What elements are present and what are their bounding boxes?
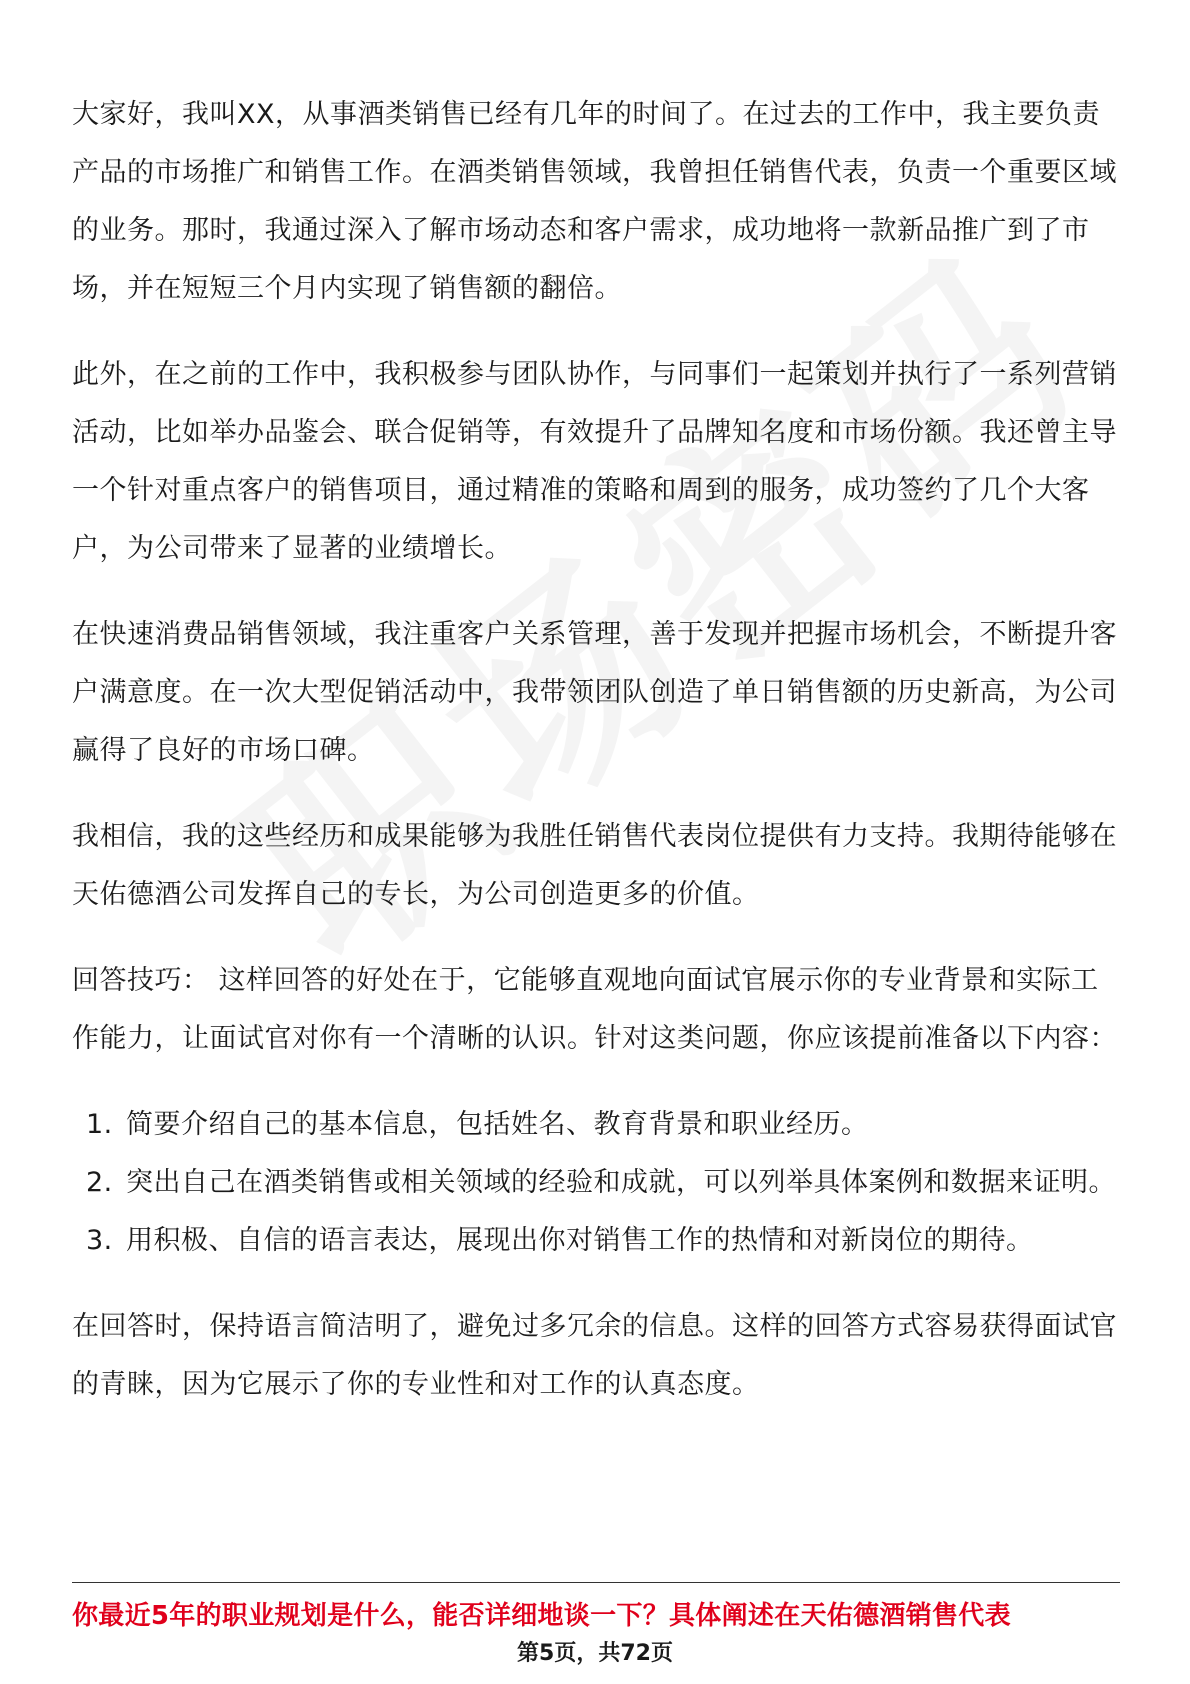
list-item	[72, 1212, 1120, 1270]
main-content	[72, 86, 1120, 1442]
list-item-number: 2.	[86, 1167, 113, 1198]
list-item	[72, 1096, 1120, 1154]
paragraph-intro: 大家好，我叫XX，从事酒类销售已经有几年的时间了。在过去的工作中，我主要负责产品的市场推广和销售工作。在酒类销售领域，我曾担任销售代表，负责一个重要区域的业务。那时，我通过深入了解市场动态和客户需求，成功地将一款新品推广到了市场，并在短短三个月内实现了销售额的翻倍。	[72, 99, 1117, 304]
list-item-number: 3.	[86, 1225, 113, 1256]
list-item-number: 1.	[86, 1109, 113, 1140]
list-item	[72, 1154, 1120, 1212]
paragraph-fmcg: 在快速消费品销售领域，我注重客户关系管理，善于发现并把握市场机会，不断提升客户满意度。在一次大型促销活动中，我带领团队创造了单日销售额的历史新高，为公司赢得了良好的市场口碑。	[72, 619, 1117, 766]
tips-list	[72, 1096, 1120, 1270]
next-question-heading: 你最近5年的职业规划是什么，能否详细地谈一下？具体阐述在天佑德酒销售代表	[72, 1601, 1011, 1631]
list-item-text: 用积极、自信的语言表达，展现出你对销售工作的热情和对新岗位的期待。	[126, 1225, 1034, 1256]
paragraph-closing: 在回答时，保持语言简洁明了，避免过多冗余的信息。这样的回答方式容易获得面试官的青睐，因为它展示了你的专业性和对工作的认真态度。	[72, 1311, 1117, 1400]
list-item-text: 简要介绍自己的基本信息，包括姓名、教育背景和职业经历。	[126, 1109, 869, 1140]
section-divider	[72, 1582, 1120, 1583]
page-number: 第5页，共72页	[517, 1641, 673, 1666]
list-item-text: 突出自己在酒类销售或相关领域的经验和成就，可以列举具体案例和数据来证明。	[126, 1167, 1116, 1198]
paragraph-tips-intro: 回答技巧： 这样回答的好处在于，它能够直观地向面试官展示你的专业背景和实际工作能力，让面试官对你有一个清晰的认识。针对这类问题，你应该提前准备以下内容：	[72, 965, 1117, 1054]
paragraph-belief: 我相信，我的这些经历和成果能够为我胜任销售代表岗位提供有力支持。我期待能够在天佑德酒公司发挥自己的专长，为公司创造更多的价值。	[72, 821, 1117, 910]
paragraph-teamwork: 此外，在之前的工作中，我积极参与团队协作，与同事们一起策划并执行了一系列营销活动，比如举办品鉴会、联合促销等，有效提升了品牌知名度和市场份额。我还曾主导一个针对重点客户的销售项目，通过精准的策略和周到的服务，成功签约了几个大客户，为公司带来了显著的业绩增长。	[72, 359, 1117, 564]
